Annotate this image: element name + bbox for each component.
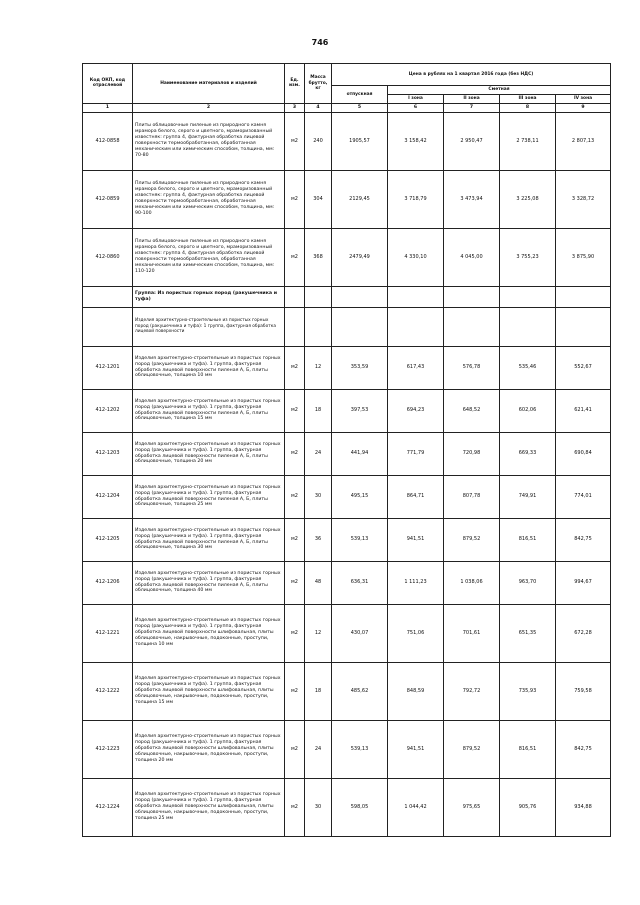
item-release-price: 495,15 [332, 475, 388, 518]
item-zone-2-price: 576,78 [444, 346, 500, 389]
table-row [83, 346, 611, 389]
subgroup-name: Изделия архитектурно-строительные из пористых горных пород (ракушечника и туфа): 1 группа, фактурная обработка лицевой поверхности [133, 307, 285, 346]
table-row [83, 518, 611, 561]
item-unit: м2 [285, 475, 305, 518]
item-release-price: 539,13 [332, 720, 388, 778]
item-mass: 30 [305, 778, 332, 836]
item-zone-3-price: 963,70 [500, 561, 556, 604]
header-name: Наименование материалов и изделий [133, 64, 285, 104]
column-number: 1 [83, 103, 133, 112]
subgroup-empty-cell [556, 307, 611, 346]
item-zone-3-price: 905,76 [500, 778, 556, 836]
item-zone-1-price: 617,43 [388, 346, 444, 389]
item-release-price: 539,13 [332, 518, 388, 561]
item-mass: 12 [305, 604, 332, 662]
item-zone-2-price: 879,52 [444, 720, 500, 778]
item-name: Плиты облицовочные пиленые из природного камня мрамора белого, серого и цветного, мраморизованный известняк: группа 4, фактурная обработка лицевой поверхности термообработанная, обработанная механическим или химическим способом, толщина, мм: 90-100 [133, 170, 285, 228]
column-number: 8 [500, 103, 556, 112]
group-empty-cell [285, 286, 305, 307]
subgroup-empty-cell [444, 307, 500, 346]
header-zone-1: I зона [388, 95, 444, 104]
table-row [83, 112, 611, 170]
item-release-price: 2129,45 [332, 170, 388, 228]
item-name: Изделия архитектурно-строительные из пористых горных пород (ракушечника и туфа). 1 группа, фактурная обработка лицевой поверхности пиленая А, Б, плиты облицовочные, толщина 15 мм [133, 389, 285, 432]
item-zone-3-price: 535,46 [500, 346, 556, 389]
page-number: 746 [311, 38, 329, 47]
item-unit: м2 [285, 778, 305, 836]
item-zone-2-price: 701,61 [444, 604, 500, 662]
item-mass: 24 [305, 720, 332, 778]
item-unit: м2 [285, 346, 305, 389]
item-code: 412-0858 [83, 112, 133, 170]
table-row [83, 228, 611, 286]
item-zone-3-price: 749,91 [500, 475, 556, 518]
item-zone-2-price: 4 045,00 [444, 228, 500, 286]
item-mass: 368 [305, 228, 332, 286]
group-row [83, 286, 611, 307]
table-row [83, 561, 611, 604]
item-code: 412-1223 [83, 720, 133, 778]
item-zone-3-price: 651,35 [500, 604, 556, 662]
item-code: 412-1206 [83, 561, 133, 604]
item-mass: 30 [305, 475, 332, 518]
header-zone-3: III зона [500, 95, 556, 104]
item-release-price: 397,53 [332, 389, 388, 432]
subgroup-empty-cell [500, 307, 556, 346]
item-name: Изделия архитектурно-строительные из пористых горных пород (ракушечника и туфа). 1 группа, фактурная обработка лицевой поверхности пиленая А, Б, плиты облицовочные, толщина 30 мм [133, 518, 285, 561]
column-number: 5 [332, 103, 388, 112]
item-unit: м2 [285, 389, 305, 432]
item-name: Изделия архитектурно-строительные из пористых горных пород (ракушечника и туфа). 1 группа, фактурная обработка лицевой поверхности пиленая А, Б, плиты облицовочные, толщина 40 мм [133, 561, 285, 604]
item-code: 412-1203 [83, 432, 133, 475]
item-zone-1-price: 1 111,23 [388, 561, 444, 604]
table-row [83, 662, 611, 720]
group-empty-cell [444, 286, 500, 307]
item-zone-3-price: 735,93 [500, 662, 556, 720]
subgroup-empty-cell [285, 307, 305, 346]
item-code: 412-1222 [83, 662, 133, 720]
item-zone-3-price: 816,51 [500, 518, 556, 561]
item-zone-1-price: 941,51 [388, 720, 444, 778]
table-row [83, 778, 611, 836]
item-mass: 48 [305, 561, 332, 604]
item-zone-4-price: 672,28 [556, 604, 611, 662]
column-number: 2 [133, 103, 285, 112]
item-name: Изделия архитектурно-строительные из пористых горных пород (ракушечника и туфа). 1 группа, фактурная обработка лицевой поверхности пиленая А, Б, плиты облицовочные, толщина 20 мм [133, 432, 285, 475]
item-zone-3-price: 2 738,11 [500, 112, 556, 170]
item-zone-3-price: 602,06 [500, 389, 556, 432]
item-zone-2-price: 3 473,94 [444, 170, 500, 228]
item-unit: м2 [285, 604, 305, 662]
item-unit: м2 [285, 561, 305, 604]
item-mass: 24 [305, 432, 332, 475]
item-release-price: 353,59 [332, 346, 388, 389]
column-number: 7 [444, 103, 500, 112]
item-name: Плиты облицовочные пиленые из природного камня мрамора белого, серого и цветного, мраморизованный известняк: группа 4, фактурная обработка лицевой поверхности термообработанная, обработанная механическим или химическим способом, толщина, мм: 70-80 [133, 112, 285, 170]
item-zone-4-price: 552,67 [556, 346, 611, 389]
item-zone-4-price: 759,58 [556, 662, 611, 720]
item-zone-2-price: 1 038,06 [444, 561, 500, 604]
item-zone-4-price: 994,67 [556, 561, 611, 604]
item-zone-1-price: 751,06 [388, 604, 444, 662]
item-zone-2-price: 2 950,47 [444, 112, 500, 170]
item-zone-4-price: 621,41 [556, 389, 611, 432]
subgroup-empty-cell [332, 307, 388, 346]
item-zone-1-price: 3 158,42 [388, 112, 444, 170]
table-row [83, 475, 611, 518]
table-row [83, 170, 611, 228]
item-zone-4-price: 3 328,72 [556, 170, 611, 228]
item-name: Изделия архитектурно-строительные из пористых горных пород (ракушечника и туфа). 1 группа, фактурная обработка лицевой поверхности пиленая А, Б, плиты облицовочные, толщина 25 мм [133, 475, 285, 518]
item-mass: 240 [305, 112, 332, 170]
item-zone-4-price: 3 875,90 [556, 228, 611, 286]
header-mass: Масса брутто, кг [305, 64, 332, 104]
group-empty-cell [305, 286, 332, 307]
group-empty-cell [332, 286, 388, 307]
item-zone-2-price: 792,72 [444, 662, 500, 720]
header-release: отпускная [332, 86, 388, 104]
item-name: Изделия архитектурно-строительные из пористых горных пород (ракушечника и туфа). 1 группа, фактурная обработка лицевой поверхности пиленая А, Б, плиты облицовочные, толщина 10 мм [133, 346, 285, 389]
group-name: Группа: Из пористых горных пород (ракушечника и туфа) [133, 286, 285, 307]
item-zone-1-price: 4 330,10 [388, 228, 444, 286]
item-zone-1-price: 848,59 [388, 662, 444, 720]
header-unit: Ед. изм. [285, 64, 305, 104]
item-unit: м2 [285, 662, 305, 720]
price-table [82, 63, 611, 837]
item-unit: м2 [285, 228, 305, 286]
item-zone-2-price: 879,52 [444, 518, 500, 561]
item-release-price: 598,05 [332, 778, 388, 836]
header-zone-2: II зона [444, 95, 500, 104]
item-zone-1-price: 3 718,79 [388, 170, 444, 228]
subgroup-empty-cell [305, 307, 332, 346]
item-code: 412-0860 [83, 228, 133, 286]
item-zone-2-price: 975,65 [444, 778, 500, 836]
item-unit: м2 [285, 112, 305, 170]
item-zone-1-price: 864,71 [388, 475, 444, 518]
item-code: 412-1224 [83, 778, 133, 836]
item-name: Плиты облицовочные пиленые из природного камня мрамора белого, серого и цветного, мраморизованный известняк: группа 4, фактурная обработка лицевой поверхности термообработанная, обработанная механическим или химическим способом, толщина, мм: 110-120 [133, 228, 285, 286]
table-row [83, 720, 611, 778]
item-zone-4-price: 690,84 [556, 432, 611, 475]
item-unit: м2 [285, 518, 305, 561]
header-estimate: Сметная [388, 86, 611, 95]
item-zone-1-price: 771,79 [388, 432, 444, 475]
group-code-cell [83, 286, 133, 307]
column-number: 6 [388, 103, 444, 112]
item-code: 412-1221 [83, 604, 133, 662]
item-zone-1-price: 1 044,42 [388, 778, 444, 836]
item-release-price: 636,31 [332, 561, 388, 604]
item-mass: 36 [305, 518, 332, 561]
header-code: Код ОКП, код отраслевой [83, 64, 133, 104]
item-zone-4-price: 2 807,13 [556, 112, 611, 170]
header-price-title: Цена в рублях на 1 квартал 2016 года (без НДС) [332, 64, 611, 86]
group-empty-cell [500, 286, 556, 307]
item-zone-4-price: 934,88 [556, 778, 611, 836]
item-name: Изделия архитектурно-строительные из пористых горных пород (ракушечника и туфа). 1 группа, фактурная обработка лицевой поверхности шлифовальная, плиты облицовочные, накрывочные, подоконные, проступи, толщина 20 мм [133, 720, 285, 778]
subgroup-code-cell [83, 307, 133, 346]
item-name: Изделия архитектурно-строительные из пористых горных пород (ракушечника и туфа). 1 группа, фактурная обработка лицевой поверхности шлифовальная, плиты облицовочные, накрывочные, подоконные, проступи, толщина 15 мм [133, 662, 285, 720]
group-empty-cell [388, 286, 444, 307]
item-zone-1-price: 941,51 [388, 518, 444, 561]
item-mass: 304 [305, 170, 332, 228]
item-release-price: 430,07 [332, 604, 388, 662]
item-release-price: 1905,57 [332, 112, 388, 170]
item-mass: 18 [305, 389, 332, 432]
item-zone-2-price: 720,98 [444, 432, 500, 475]
column-number: 3 [285, 103, 305, 112]
item-code: 412-0859 [83, 170, 133, 228]
item-unit: м2 [285, 170, 305, 228]
subgroup-empty-cell [388, 307, 444, 346]
item-zone-3-price: 669,33 [500, 432, 556, 475]
table-row [83, 389, 611, 432]
item-release-price: 2479,49 [332, 228, 388, 286]
item-release-price: 485,62 [332, 662, 388, 720]
table-row [83, 432, 611, 475]
item-release-price: 441,94 [332, 432, 388, 475]
item-zone-4-price: 842,75 [556, 518, 611, 561]
item-zone-4-price: 774,01 [556, 475, 611, 518]
item-name: Изделия архитектурно-строительные из пористых горных пород (ракушечника и туфа). 1 группа, фактурная обработка лицевой поверхности шлифовальная, плиты облицовочные, накрывочные, подоконные, проступи, толщина 25 мм [133, 778, 285, 836]
item-code: 412-1201 [83, 346, 133, 389]
item-zone-3-price: 3 225,08 [500, 170, 556, 228]
item-zone-2-price: 648,52 [444, 389, 500, 432]
column-number: 9 [556, 103, 611, 112]
item-mass: 18 [305, 662, 332, 720]
column-number-row [83, 103, 611, 112]
item-code: 412-1205 [83, 518, 133, 561]
item-unit: м2 [285, 720, 305, 778]
item-name: Изделия архитектурно-строительные из пористых горных пород (ракушечника и туфа). 1 группа, фактурная обработка лицевой поверхности шлифовальная, плиты облицовочные, накрывочные, подоконные, проступи, толщина 10 мм [133, 604, 285, 662]
item-zone-3-price: 3 755,23 [500, 228, 556, 286]
table-row [83, 604, 611, 662]
item-mass: 12 [305, 346, 332, 389]
item-code: 412-1202 [83, 389, 133, 432]
item-zone-4-price: 842,75 [556, 720, 611, 778]
item-zone-3-price: 816,51 [500, 720, 556, 778]
item-zone-1-price: 694,23 [388, 389, 444, 432]
group-empty-cell [556, 286, 611, 307]
item-unit: м2 [285, 432, 305, 475]
item-zone-2-price: 807,78 [444, 475, 500, 518]
subgroup-row [83, 307, 611, 346]
item-code: 412-1204 [83, 475, 133, 518]
column-number: 4 [305, 103, 332, 112]
header-zone-4: IV зона [556, 95, 611, 104]
